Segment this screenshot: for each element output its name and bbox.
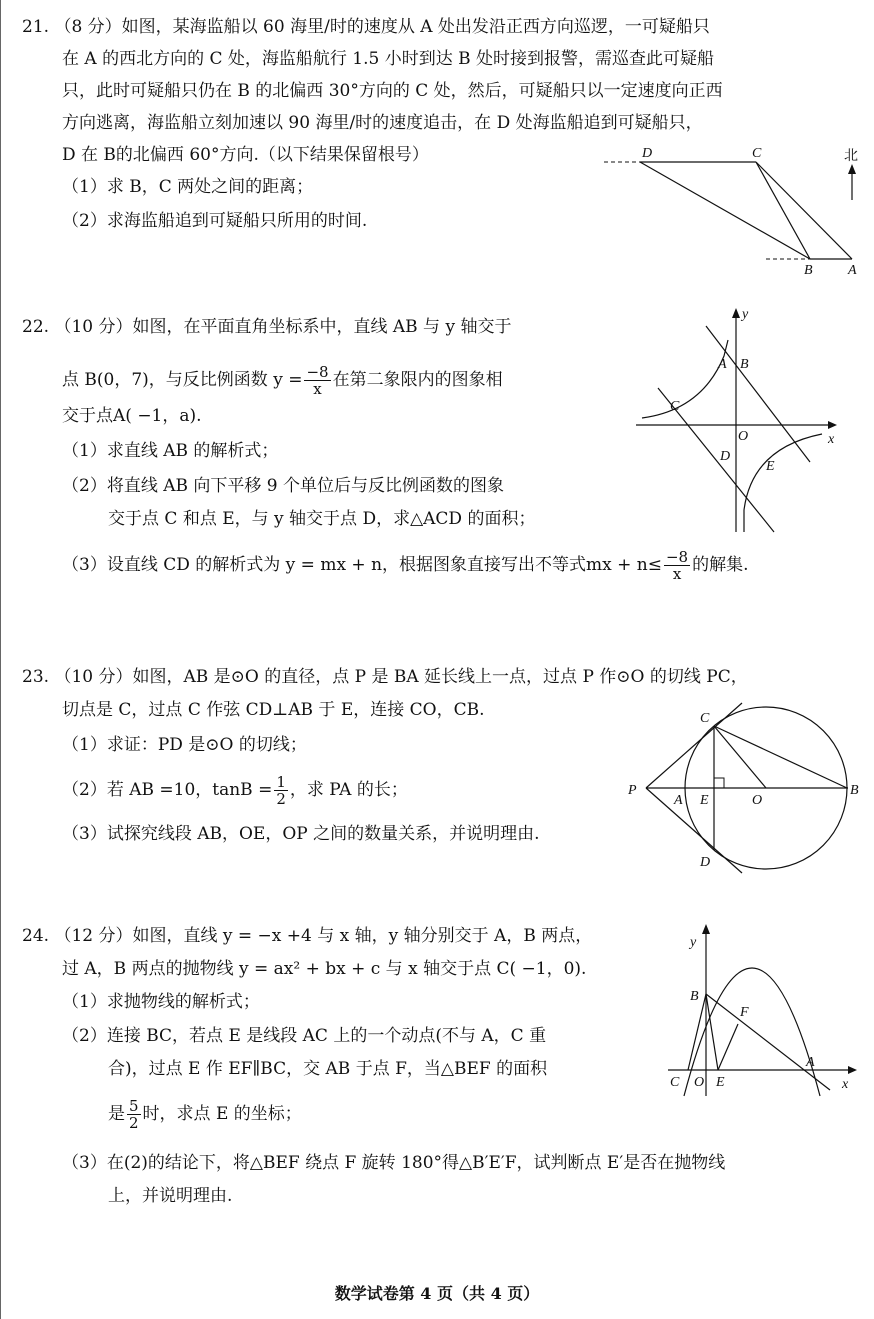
q22-part-2a: （2）将直线 AB 向下平移 9 个单位后与反比例函数的图象 (62, 476, 505, 496)
q22-label-O: O (738, 429, 749, 444)
q22-label-A: A (718, 357, 727, 372)
q21-label-A: A (848, 263, 857, 277)
q23-label-E: E (700, 793, 709, 808)
q23-line-1: 23. （10 分）如图，AB 是⊙O 的直径，点 P 是 BA 延长线上一点，过点 P 作⊙O 的切线 PC， (22, 667, 748, 687)
q22-line-2a: 点 B(0，7)，与反比例函数 y = (62, 370, 303, 390)
q21-label-D: D (642, 146, 653, 161)
q23-part-2b: ，求 PA 的长； (289, 780, 408, 800)
q22-label-y: y (742, 307, 749, 322)
q23-frac-num: 1 (276, 773, 286, 791)
q21-part-1: （1）求 B，C 两处之间的距离； (62, 177, 314, 197)
q21-figure (598, 142, 868, 282)
q22-line-2b: 在第二象限内的图象相 (332, 370, 503, 390)
page-footer: 数学试卷第 4 页（共 4 页） (334, 1284, 540, 1303)
q21-line-1: 21. （8 分）如图，某海监船以 60 海里/时的速度从 A 处出发沿正西方向巡逻，一可疑船只 (22, 17, 710, 37)
q23-fraction (274, 774, 288, 807)
q22-label-D: D (720, 449, 731, 464)
q23-figure (620, 700, 870, 880)
q24-label-O: O (694, 1075, 705, 1090)
q23-part-2 (62, 770, 408, 810)
q24-part-2b: 合)，过点 E 作 EF∥BC，交 AB 于点 F，当△BEF 的面积 (108, 1059, 548, 1079)
q21-part-2: （2）求海监船追到可疑船只所用的时间. (62, 211, 368, 231)
q22-part-2b: 交于点 C 和点 E，与 y 轴交于点 D，求△ACD 的面积； (108, 509, 536, 529)
q22-frac-num: −8 (306, 363, 329, 381)
q22-part-1: （1）求直线 AB 的解析式； (62, 441, 279, 461)
q23-label-C: C (700, 711, 710, 726)
q22-label-x: x (828, 432, 835, 447)
q22-line-2 (62, 360, 503, 400)
q22-label-E: E (766, 459, 775, 474)
q23-part-1: （1）求证：PD 是⊙O 的切线； (62, 735, 307, 755)
q24-label-y: y (690, 935, 697, 950)
q24-label-E: E (716, 1075, 725, 1090)
q22-figure (632, 300, 847, 540)
q22-p3-frac-den: x (672, 565, 682, 583)
q23-part-3: （3）试探究线段 AB，OE，OP 之间的数量关系，并说明理由. (62, 824, 540, 844)
q21-line-2: 在 A 的西北方向的 C 处，海监船航行 1.5 小时到达 B 处时接到报警，需巡查此可疑船 (62, 49, 715, 69)
q24-part-3b: 上，并说明理由. (108, 1186, 233, 1206)
q23-line-2: 切点是 C，过点 C 作弦 CD⊥AB 于 E，连接 CO，CB. (62, 700, 485, 720)
q23-frac-den: 2 (276, 790, 286, 808)
q24-label-F: F (740, 1005, 749, 1020)
q22-part-3 (62, 545, 749, 585)
q24-label-x: x (842, 1077, 849, 1092)
q24-label-B: B (690, 989, 699, 1004)
q23-part-2a: （2）若 AB =10，tanB = (62, 780, 273, 800)
q24-part-2a: （2）连接 BC，若点 E 是线段 AC 上的一个动点(不与 A，C 重 (62, 1026, 547, 1046)
page-left-edge (0, 0, 1, 1319)
q24-part-2c (108, 1094, 302, 1134)
q23-label-P: P (628, 783, 637, 798)
q24-part-1: （1）求抛物线的解析式； (62, 992, 260, 1012)
q21-label-B: B (804, 263, 813, 277)
q24-part-2c-post: 时，求点 E 的坐标； (142, 1104, 302, 1124)
q24-figure (662, 920, 862, 1105)
q22-part-3b: 的解集. (692, 555, 749, 575)
q24-label-A: A (806, 1055, 815, 1070)
q24-label-C: C (670, 1075, 680, 1090)
q22-p3-fraction (664, 549, 690, 582)
q24-part-2c-pre: 是 (108, 1104, 125, 1124)
q21-label-north: 北 (844, 149, 858, 164)
q21-line-4: 方向逃离，海监船立刻加速以 90 海里/时的速度追击，在 D 处海监船追到可疑船只， (62, 113, 703, 133)
q23-label-A: A (674, 793, 683, 808)
q23-label-D: D (700, 855, 711, 870)
q22-label-B: B (740, 357, 749, 372)
q22-frac-den: x (313, 380, 322, 398)
q22-line-1: 22. （10 分）如图，在平面直角坐标系中，直线 AB 与 y 轴交于 (22, 317, 512, 337)
q23-label-B: B (850, 783, 859, 798)
q21-line-5: D 在 B的北偏西 60°方向.（以下结果保留根号） (62, 145, 429, 165)
q22-line-3: 交于点A( −1，a). (62, 406, 202, 426)
q22-label-C: C (670, 399, 680, 414)
q24-line-1: 24. （12 分）如图，直线 y = −x +4 与 x 轴，y 轴分别交于 A，B 两点， (22, 926, 593, 946)
q21-label-C: C (752, 146, 762, 161)
q21-line-3: 只，此时可疑船只仍在 B 的北偏西 30°方向的 C 处，然后，可疑船只以一定速度向正西 (62, 81, 723, 101)
q24-frac-den: 2 (129, 1114, 139, 1132)
q24-frac-num: 5 (129, 1097, 139, 1115)
q22-p3-frac-num: −8 (665, 548, 689, 566)
q24-part-3a: （3）在(2)的结论下，将△BEF 绕点 F 旋转 180°得△B′E′F，试判断点 E′是否在抛物线 (62, 1153, 726, 1173)
q23-label-O: O (752, 793, 763, 808)
q24-line-2: 过 A，B 两点的抛物线 y = ax² + bx + c 与 x 轴交于点 C( −1，0). (62, 959, 587, 979)
q22-fraction (304, 364, 330, 397)
q24-fraction (127, 1098, 141, 1131)
q22-part-3a: （3）设直线 CD 的解析式为 y = mx + n，根据图象直接写出不等式mx + n≤ (62, 555, 662, 575)
